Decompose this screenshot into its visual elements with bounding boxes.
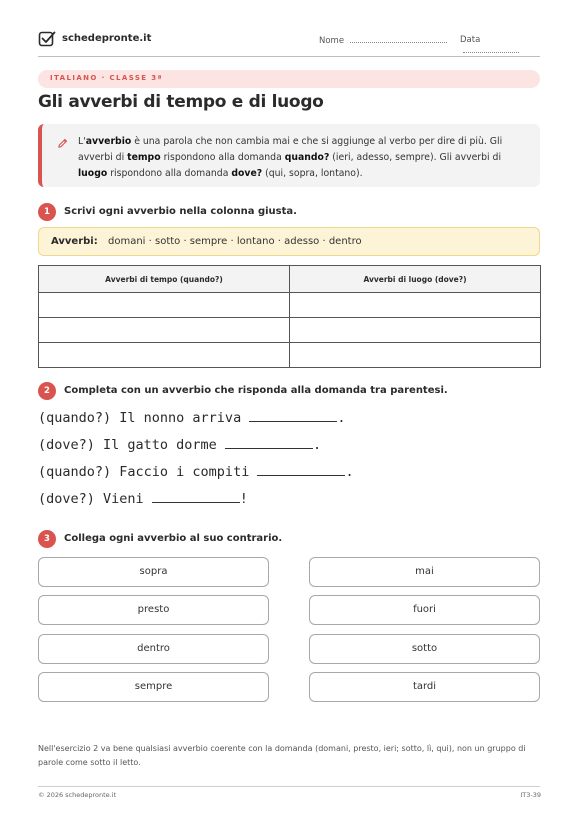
info-bold-term: luogo [78,168,108,179]
sorting-table [38,265,541,368]
table-row [39,318,541,343]
answer-cell[interactable] [39,318,290,343]
sentence-text: (quando?) Il nonno arriva [38,410,250,426]
table-row [39,343,541,368]
answer-blank[interactable] [249,409,337,422]
footer-divider [38,786,540,787]
fill-sentence [38,436,321,453]
info-text [78,134,533,182]
sentence-end: . [345,464,354,480]
page-header [38,30,540,52]
answer-cell[interactable] [39,293,290,318]
info-text-part: è una parola che non cambia mai e che si aggiunge al verbo per dire di più. Gli avverbi di [78,136,503,163]
pencil-icon [57,138,68,149]
answer-cell[interactable] [290,318,541,343]
info-text-part: (ieri, adesso, sempre). Gli avverbi di [329,152,502,163]
info-text-part: rispondono alla domanda [160,152,285,163]
exercise-instruction: Completa con un avverbio che risponda alla domanda tra parentesi. [64,385,448,396]
info-bold-term: tempo [127,152,161,163]
answer-cell[interactable] [39,343,290,368]
info-box [38,124,540,187]
fill-sentence [38,409,345,426]
word-bank-words: domani · sotto · sempre · lontano · adesso · dentro [108,236,362,247]
name-label: Nome [319,36,345,46]
match-card-right[interactable]: fuori [309,595,540,625]
word-bank [38,227,540,256]
info-text-part: (qui, sopra, lontano). [262,168,363,179]
match-card-left[interactable]: presto [38,595,269,625]
sentence-text: (dove?) Vieni [38,491,152,507]
name-field [319,35,447,46]
answer-blank[interactable] [225,436,313,449]
match-card-right[interactable]: mai [309,557,540,587]
exercise-instruction: Collega ogni avverbio al suo contrario. [64,533,283,544]
exercise-number: 3 [38,530,56,548]
match-card-left[interactable]: dentro [38,634,269,664]
answer-cell[interactable] [290,343,541,368]
date-line[interactable] [463,45,519,53]
answer-blank[interactable] [152,490,240,503]
info-text-part: L' [78,136,86,147]
answer-cell[interactable] [290,293,541,318]
exercise-number: 1 [38,203,56,221]
column-header-place: Avverbi di luogo (dove?) [290,266,541,293]
match-card-right[interactable]: sotto [309,634,540,664]
info-text-part: rispondono alla domanda [107,168,232,179]
sentence-text: (dove?) Il gatto dorme [38,437,225,453]
checkbox-logo-icon [38,30,56,48]
info-bold-term: avverbio [85,136,132,147]
subject-tag [38,70,540,88]
date-field [460,35,540,56]
footer-code: IT3-39 [520,791,541,799]
exercise-number: 2 [38,382,56,400]
word-bank-label: Avverbi: [51,236,98,247]
fill-sentence [38,463,354,480]
table-row [39,293,541,318]
sentence-end: . [312,437,322,453]
match-card-right[interactable]: tardi [309,672,540,702]
info-bold-term: quando? [284,152,330,163]
answer-blank[interactable] [257,463,345,476]
subject-tag-text: ITALIANO · CLASSE 3ª [50,74,163,82]
footer-copyright: © 2026 schedepronte.it [38,791,117,799]
brand-name: schedepronte.it [62,33,152,44]
sentence-text: (quando?) Faccio i compiti [38,464,258,480]
column-header-time: Avverbi di tempo (quando?) [39,266,290,293]
date-label: Data [460,35,481,45]
info-bold-term: dove? [231,168,263,179]
page-title: Gli avverbi di tempo e di luogo [38,92,324,112]
match-card-left[interactable]: sempre [38,672,269,702]
name-line[interactable] [350,35,447,43]
sentence-end: . [337,410,346,426]
exercise-instruction: Scrivi ogni avverbio nella colonna giusta. [64,206,297,217]
sentence-end: ! [239,491,248,507]
teacher-note: Nell'esercizio 2 va bene qualsiasi avverbio coerente con la domanda (domani, presto, ieri; sotto, lì, qui), non un gruppo di parole come sotto il letto. [38,744,526,767]
header-divider [38,56,540,57]
fill-sentence [38,490,248,507]
match-card-left[interactable]: sopra [38,557,269,587]
